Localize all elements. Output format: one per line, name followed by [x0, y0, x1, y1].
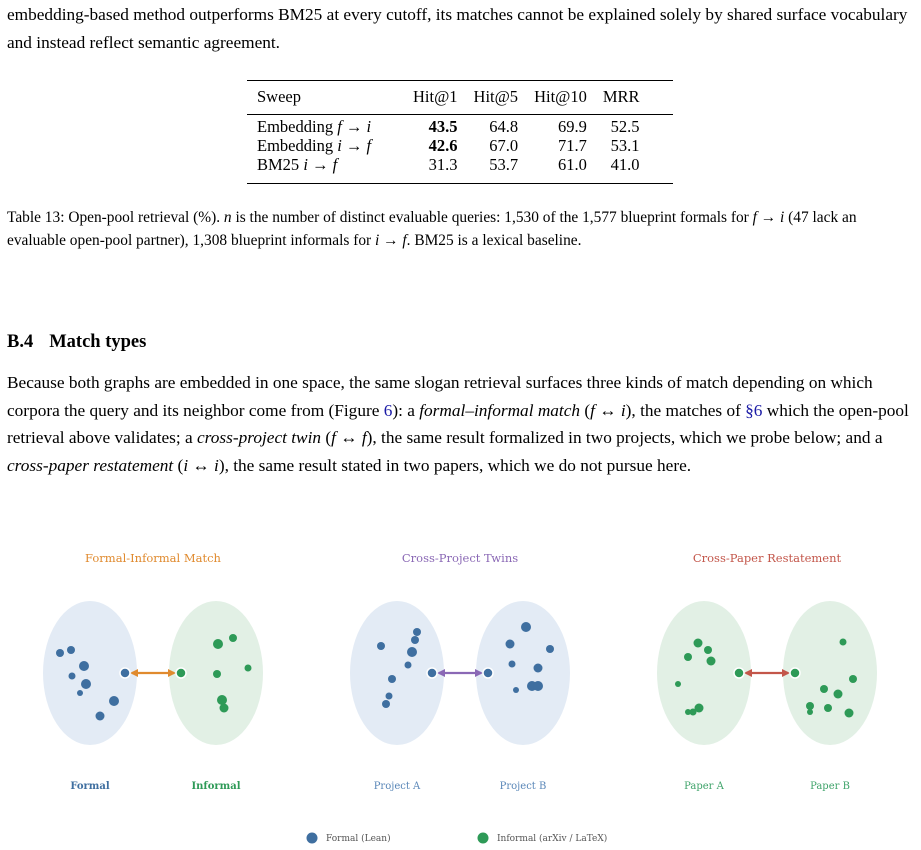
panel-title: Cross-Project Twins [401, 551, 519, 565]
match-point [790, 668, 800, 678]
panel-formal-informal [43, 551, 263, 792]
results-table [247, 80, 648, 178]
section-ref-link[interactable]: §6 [745, 400, 763, 420]
cell-hit5: 64.8 [489, 117, 519, 136]
cell-hit10: 69.9 [557, 117, 587, 136]
panel-right-label: Informal [191, 781, 241, 792]
cell-hit1: 31.3 [428, 155, 458, 174]
table-caption: Table 13: Open-pool retrieval (%). n is the number of distinct evaluable queries: 1,530 of the 1,577 blueprint formals for f → i (47 lack an evaluable open-pool partner), 1,308 blueprint informals for i → f. BM25 is a lexical baseline. [7, 209, 857, 249]
table-row [247, 136, 648, 155]
match-point [176, 668, 186, 678]
cell-sweep: BM25 i → f [257, 155, 338, 174]
legend-formal-label: Formal (Lean) [326, 834, 391, 844]
table-row [247, 113, 648, 136]
panel-left-label: Project A [373, 781, 421, 792]
col-hit1: Hit@1 [413, 86, 458, 106]
cell-hit5: 67.0 [489, 136, 519, 155]
col-hit5: Hit@5 [473, 86, 519, 106]
section-heading: B.4 Match types [7, 332, 147, 352]
panel-left-label: Formal [70, 781, 110, 792]
query-point [120, 668, 130, 678]
table-row [247, 155, 648, 178]
intro-paragraph: embedding-based method outperforms BM25 at every cutoff, its matches cannot be explained solely by shared surface vocabulary and instead reflect semantic agreement. [7, 5, 908, 52]
cell-sweep: Embedding f → i [257, 117, 372, 136]
col-mrr: MRR [602, 86, 640, 106]
legend-informal-label: Informal (arXiv / LaTeX) [497, 834, 608, 844]
cell-mrr: 41.0 [610, 155, 640, 174]
cell-hit5: 53.7 [489, 155, 519, 174]
cell-hit1: 43.5 [428, 117, 458, 136]
figure-legend [307, 833, 608, 845]
cell-hit10: 71.7 [557, 136, 587, 155]
match-point [483, 668, 493, 678]
col-hit10: Hit@10 [534, 86, 587, 106]
legend-informal-swatch [478, 833, 489, 844]
figure-ref-link[interactable]: 6 [383, 400, 393, 420]
query-point [734, 668, 744, 678]
match-types-figure [0, 540, 921, 850]
query-point [427, 668, 437, 678]
panel-title: Cross-Paper Restatement [692, 551, 842, 565]
cell-hit1: 42.6 [428, 136, 458, 155]
cell-sweep: Embedding i → f [257, 136, 372, 155]
panel-title: Formal-Informal Match [85, 551, 221, 565]
panel-left-label: Paper A [684, 781, 724, 792]
panel-right-label: Project B [499, 781, 547, 792]
cell-hit10: 61.0 [557, 155, 587, 174]
panel-cross-paper [657, 551, 877, 792]
legend-formal-swatch [307, 833, 318, 844]
table-header-row [247, 80, 648, 113]
match-types-paragraph: Because both graphs are embedded in one space, the same slogan retrieval surfaces three kinds of match depending on which corpora the query and its neighbor come from (Figure 6): a formal–informal match (f ↔ i), the matches of §6 which the open-pool retrieval above validates; a cross-project twin (f ↔ f), the same result formalized in two projects, which we probe below; and a cross-paper restatement (i ↔ i), the same result stated in two papers, which we do not pursue here. [7, 373, 909, 475]
panel-cross-project [350, 551, 570, 792]
col-sweep: Sweep [257, 86, 301, 106]
cell-mrr: 52.5 [610, 117, 640, 136]
panel-right-label: Paper B [810, 781, 850, 792]
cell-mrr: 53.1 [610, 136, 640, 155]
table-bottom-rule [247, 183, 673, 184]
